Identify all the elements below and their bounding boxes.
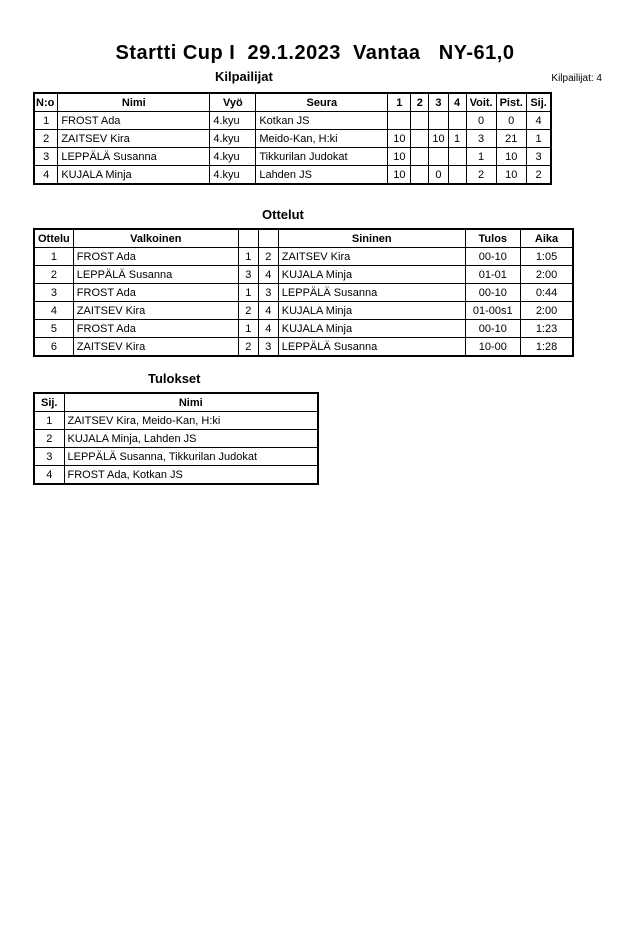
match-result: 00-10: [465, 284, 520, 302]
col-header-rank: Sij.: [34, 393, 64, 412]
match-time: 1:28: [520, 338, 573, 357]
col-header-club: Seura: [256, 93, 388, 112]
tulokset-header-row: [34, 393, 318, 412]
rank: 4: [526, 112, 551, 130]
match-no: 6: [34, 338, 73, 357]
col-header-name: Nimi: [64, 393, 318, 412]
score-1: [388, 112, 411, 130]
col-header-white-no: [238, 229, 258, 248]
wins: 1: [466, 148, 496, 166]
white-no: 1: [238, 248, 258, 266]
score-1: 10: [388, 148, 411, 166]
score-2: [411, 130, 429, 148]
white-name: FROST Ada: [73, 248, 238, 266]
points: 10: [496, 166, 526, 185]
col-header-time: Aika: [520, 229, 573, 248]
tulokset-heading: Tulokset: [148, 371, 201, 386]
wins: 0: [466, 112, 496, 130]
match-time: 0:44: [520, 284, 573, 302]
score-4: [448, 112, 466, 130]
result-name-club: FROST Ada, Kotkan JS: [64, 466, 318, 485]
competitor-no: 4: [34, 166, 58, 185]
competitor-club: Kotkan JS: [256, 112, 388, 130]
white-name: FROST Ada: [73, 320, 238, 338]
col-header-score2: 2: [411, 93, 429, 112]
result-rank: 4: [34, 466, 64, 485]
competitor-name: ZAITSEV Kira: [58, 130, 210, 148]
score-4: [448, 166, 466, 185]
score-1: 10: [388, 166, 411, 185]
white-name: ZAITSEV Kira: [73, 302, 238, 320]
col-header-rank: Sij.: [526, 93, 551, 112]
col-header-no: N:o: [34, 93, 58, 112]
result-rank: 1: [34, 412, 64, 430]
score-2: [411, 166, 429, 185]
kilpailijat-heading: Kilpailijat: [215, 69, 273, 84]
blue-no: 4: [258, 302, 278, 320]
score-4: [448, 148, 466, 166]
kilpailijat-table: [33, 92, 552, 185]
result-row: [34, 448, 318, 466]
match-row: [34, 266, 573, 284]
competitor-belt: 4.kyu: [210, 130, 256, 148]
wins: 3: [466, 130, 496, 148]
blue-name: KUJALA Minja: [278, 302, 465, 320]
competitor-name: KUJALA Minja: [58, 166, 210, 185]
results-page: [0, 42, 630, 933]
score-3: [429, 148, 448, 166]
blue-name: KUJALA Minja: [278, 320, 465, 338]
result-row: [34, 466, 318, 485]
score-3: [429, 112, 448, 130]
match-result: 00-10: [465, 248, 520, 266]
match-time: 2:00: [520, 302, 573, 320]
score-3: 10: [429, 130, 448, 148]
col-header-score3: 3: [429, 93, 448, 112]
competitor-row: [34, 148, 551, 166]
col-header-points: Pist.: [496, 93, 526, 112]
tulokset-table: [33, 392, 319, 485]
col-header-blue: Sininen: [278, 229, 465, 248]
white-no: 3: [238, 266, 258, 284]
rank: 3: [526, 148, 551, 166]
competitor-count-label: Kilpailijat: 4: [551, 73, 602, 84]
match-row: [34, 284, 573, 302]
rank: 2: [526, 166, 551, 185]
match-row: [34, 248, 573, 266]
result-rank: 3: [34, 448, 64, 466]
white-no: 2: [238, 338, 258, 357]
match-time: 1:05: [520, 248, 573, 266]
kilpailijat-header-row: [34, 93, 551, 112]
col-header-white: Valkoinen: [73, 229, 238, 248]
ottelut-heading: Ottelut: [262, 207, 304, 222]
competitor-belt: 4.kyu: [210, 148, 256, 166]
match-row: [34, 338, 573, 357]
result-name-club: LEPPÄLÄ Susanna, Tikkurilan Judokat: [64, 448, 318, 466]
col-header-score1: 1: [388, 93, 411, 112]
result-name-club: ZAITSEV Kira, Meido-Kan, H:ki: [64, 412, 318, 430]
ottelut-table: [33, 228, 574, 357]
match-no: 1: [34, 248, 73, 266]
match-time: 2:00: [520, 266, 573, 284]
blue-name: ZAITSEV Kira: [278, 248, 465, 266]
match-result: 01-00s1: [465, 302, 520, 320]
col-header-wins: Voit.: [466, 93, 496, 112]
blue-no: 3: [258, 284, 278, 302]
match-result: 00-10: [465, 320, 520, 338]
kilpailijat-heading-row: [0, 68, 630, 86]
white-name: ZAITSEV Kira: [73, 338, 238, 357]
white-name: FROST Ada: [73, 284, 238, 302]
score-2: [411, 112, 429, 130]
competitor-no: 1: [34, 112, 58, 130]
match-no: 3: [34, 284, 73, 302]
white-no: 1: [238, 320, 258, 338]
match-no: 5: [34, 320, 73, 338]
white-no: 2: [238, 302, 258, 320]
match-row: [34, 320, 573, 338]
col-header-blue-no: [258, 229, 278, 248]
score-1: 10: [388, 130, 411, 148]
competitor-no: 3: [34, 148, 58, 166]
ottelut-header-row: [34, 229, 573, 248]
blue-name: LEPPÄLÄ Susanna: [278, 338, 465, 357]
competitor-no: 2: [34, 130, 58, 148]
competitor-belt: 4.kyu: [210, 166, 256, 185]
col-header-result: Tulos: [465, 229, 520, 248]
blue-no: 4: [258, 266, 278, 284]
blue-no: 3: [258, 338, 278, 357]
blue-no: 4: [258, 320, 278, 338]
match-row: [34, 302, 573, 320]
competitor-club: Tikkurilan Judokat: [256, 148, 388, 166]
result-row: [34, 412, 318, 430]
competitor-name: LEPPÄLÄ Susanna: [58, 148, 210, 166]
competitor-club: Lahden JS: [256, 166, 388, 185]
result-rank: 2: [34, 430, 64, 448]
match-result: 10-00: [465, 338, 520, 357]
points: 0: [496, 112, 526, 130]
blue-name: LEPPÄLÄ Susanna: [278, 284, 465, 302]
competitor-row: [34, 112, 551, 130]
rank: 1: [526, 130, 551, 148]
blue-name: KUJALA Minja: [278, 266, 465, 284]
match-time: 1:23: [520, 320, 573, 338]
wins: 2: [466, 166, 496, 185]
white-name: LEPPÄLÄ Susanna: [73, 266, 238, 284]
competitor-name: FROST Ada: [58, 112, 210, 130]
score-4: 1: [448, 130, 466, 148]
points: 21: [496, 130, 526, 148]
match-no: 2: [34, 266, 73, 284]
col-header-match: Ottelu: [34, 229, 73, 248]
match-result: 01-01: [465, 266, 520, 284]
result-name-club: KUJALA Minja, Lahden JS: [64, 430, 318, 448]
competitor-row: [34, 130, 551, 148]
result-row: [34, 430, 318, 448]
page-title: Startti Cup I 29.1.2023 Vantaa NY-61,0: [115, 42, 515, 64]
match-no: 4: [34, 302, 73, 320]
col-header-score4: 4: [448, 93, 466, 112]
white-no: 1: [238, 284, 258, 302]
blue-no: 2: [258, 248, 278, 266]
competitor-belt: 4.kyu: [210, 112, 256, 130]
score-2: [411, 148, 429, 166]
col-header-name: Nimi: [58, 93, 210, 112]
col-header-belt: Vyö: [210, 93, 256, 112]
points: 10: [496, 148, 526, 166]
score-3: 0: [429, 166, 448, 185]
competitor-row: [34, 166, 551, 185]
competitor-club: Meido-Kan, H:ki: [256, 130, 388, 148]
